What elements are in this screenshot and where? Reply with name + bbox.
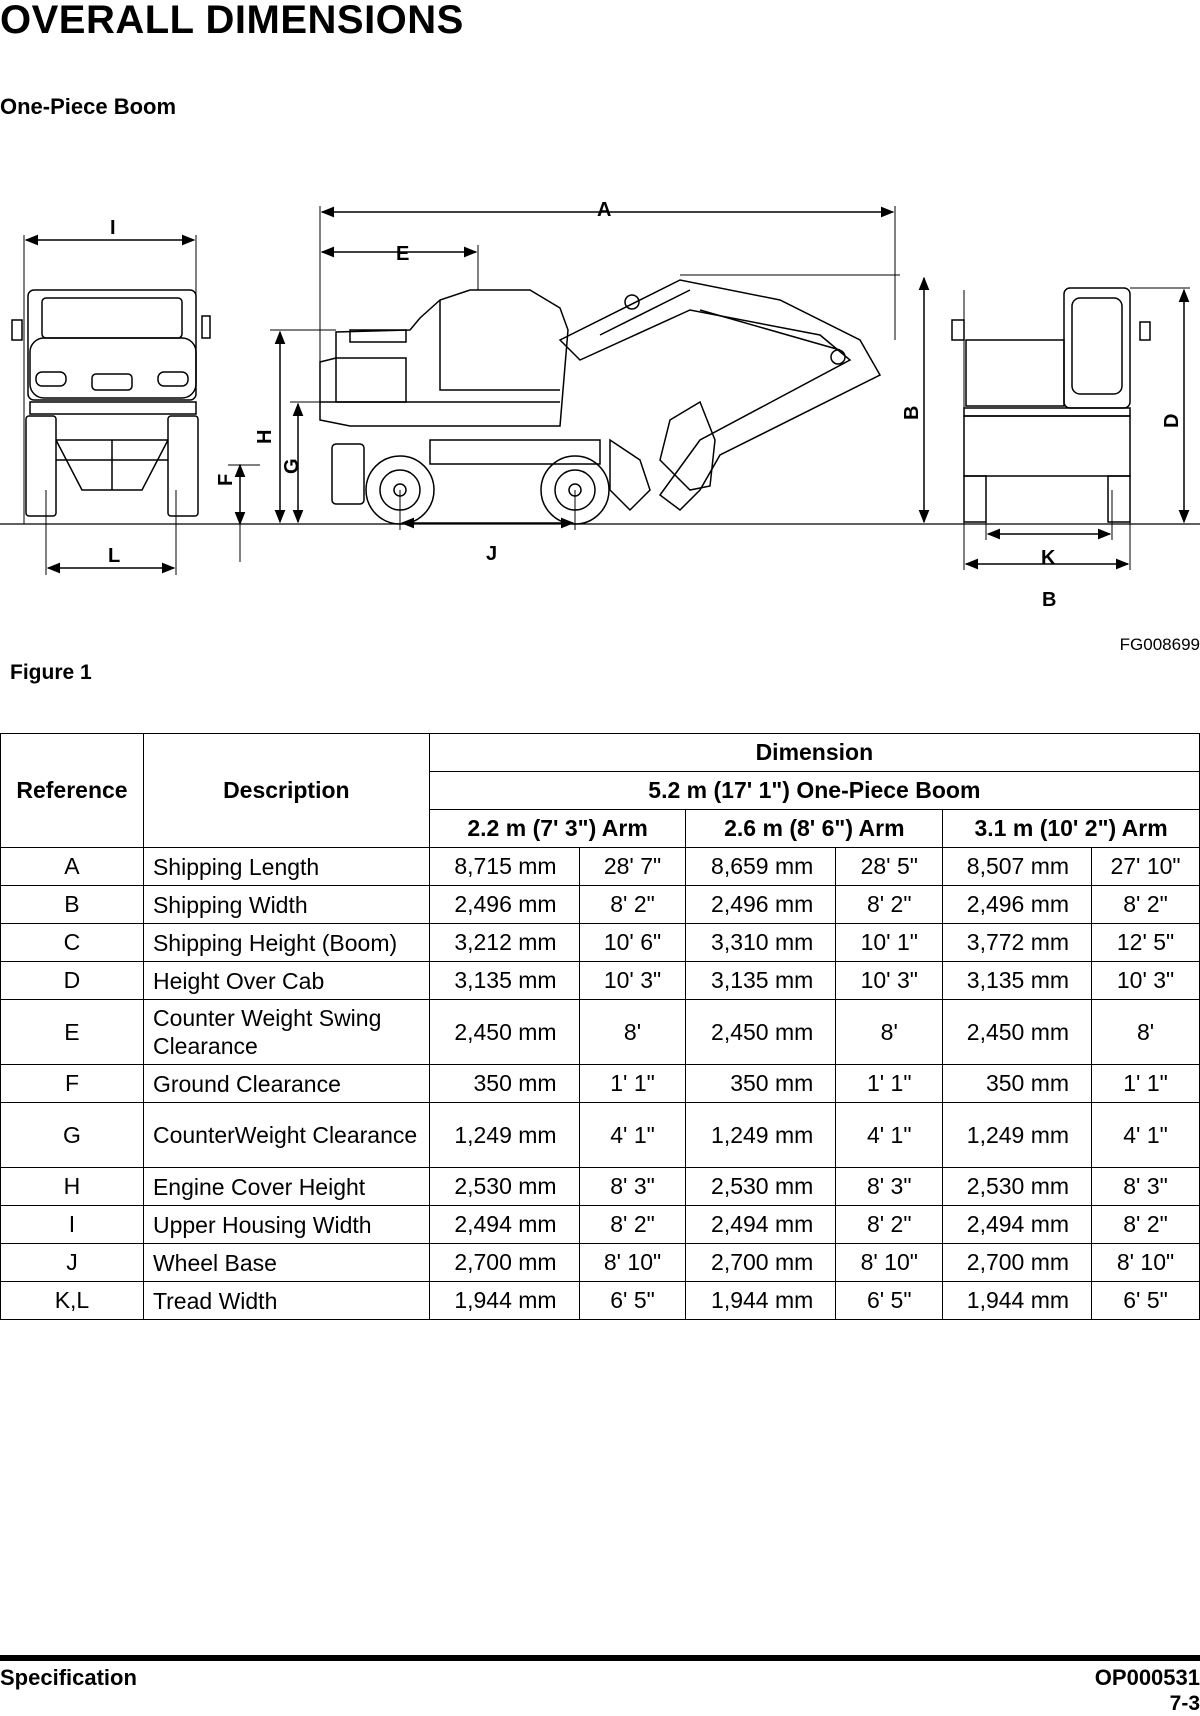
cell-metric: 3,212 mm [429,924,579,962]
cell-metric: 1,944 mm [943,1282,1092,1320]
cell-metric: 2,494 mm [429,1206,579,1244]
cell-imperial: 1' 1" [579,1065,686,1103]
cell-metric: 3,135 mm [429,962,579,1000]
cell-imperial: 6' 5" [579,1282,686,1320]
dim-label-g: G [281,458,303,474]
cell-reference: H [1,1168,144,1206]
cell-metric: 2,494 mm [686,1206,836,1244]
footer-page-number: 7-3 [1169,1692,1200,1715]
cell-metric: 2,450 mm [943,1000,1092,1065]
footer-rule [0,1655,1200,1661]
cell-imperial: 28' 5" [836,848,943,886]
table-row [1,962,1200,1000]
cell-metric: 1,944 mm [429,1282,579,1320]
cell-metric: 1,249 mm [943,1103,1092,1168]
cell-metric: 2,700 mm [943,1244,1092,1282]
footer-section: Specification [0,1665,137,1690]
cell-imperial: 8' 2" [579,1206,686,1244]
figure-code: FG008699 [1119,635,1200,654]
table-row [1,1000,1200,1065]
cell-metric: 2,494 mm [943,1206,1092,1244]
table-row [1,1244,1200,1282]
table-row [1,1168,1200,1206]
cell-description: Shipping Length [143,848,429,886]
cell-imperial: 10' 6" [579,924,686,962]
dim-label-j: J [486,543,498,565]
cell-imperial: 8' 2" [836,1206,943,1244]
table-row [1,924,1200,962]
cell-imperial: 4' 1" [836,1103,943,1168]
cell-metric: 3,135 mm [686,962,836,1000]
header-arm-3: 3.1 m (10' 2") Arm [943,810,1200,848]
cell-metric: 3,135 mm [943,962,1092,1000]
cell-imperial: 1' 1" [1092,1065,1200,1103]
dimension-figure [0,190,1200,630]
cell-imperial: 4' 1" [579,1103,686,1168]
cell-description: Height Over Cab [143,962,429,1000]
table-row [1,848,1200,886]
table-row [1,1065,1200,1103]
header-boom: 5.2 m (17' 1") One-Piece Boom [429,772,1199,810]
cell-imperial: 10' 3" [1092,962,1200,1000]
dim-label-h: H [254,429,276,444]
table-row [1,1206,1200,1244]
cell-imperial: 28' 7" [579,848,686,886]
cell-imperial: 8' 3" [579,1168,686,1206]
header-arm-2: 2.6 m (8' 6") Arm [686,810,943,848]
header-description: Description [143,734,429,848]
cell-imperial: 6' 5" [1092,1282,1200,1320]
cell-imperial: 27' 10" [1092,848,1200,886]
header-arm-1: 2.2 m (7' 3") Arm [429,810,686,848]
cell-metric: 1,249 mm [686,1103,836,1168]
cell-metric: 2,496 mm [429,886,579,924]
cell-imperial: 8' 10" [579,1244,686,1282]
cell-imperial: 8' [836,1000,943,1065]
cell-reference: G [1,1103,144,1168]
dim-label-b-rear: B [1042,589,1057,611]
dim-label-i: I [110,217,116,239]
cell-metric: 8,715 mm [429,848,579,886]
cell-description: Shipping Width [143,886,429,924]
cell-metric: 1,944 mm [686,1282,836,1320]
cell-imperial: 8' 2" [579,886,686,924]
cell-metric: 3,772 mm [943,924,1092,962]
side-view [270,206,924,530]
header-reference: Reference [1,734,144,848]
cell-metric: 2,450 mm [686,1000,836,1065]
cell-metric: 2,530 mm [686,1168,836,1206]
excavator-drawing [0,190,1200,630]
cell-reference: F [1,1065,144,1103]
rear-view [952,288,1190,570]
cell-imperial: 12' 5" [1092,924,1200,962]
footer-doc-code: OP000531 [1094,1665,1200,1690]
cell-reference: E [1,1000,144,1065]
cell-metric: 2,530 mm [943,1168,1092,1206]
cell-imperial: 8' [579,1000,686,1065]
cell-reference: A [1,848,144,886]
cell-imperial: 8' 10" [836,1244,943,1282]
header-dimension: Dimension [429,734,1199,772]
cell-description: Engine Cover Height [143,1168,429,1206]
cell-metric: 2,496 mm [686,886,836,924]
cell-imperial: 4' 1" [1092,1103,1200,1168]
cell-metric: 350 mm [943,1065,1092,1103]
cell-imperial: 10' 1" [836,924,943,962]
cell-description: Ground Clearance [143,1065,429,1103]
cell-metric: 350 mm [429,1065,579,1103]
table-row [1,1282,1200,1320]
cell-imperial: 8' 2" [1092,886,1200,924]
dim-label-l: L [108,545,121,567]
cell-metric: 1,249 mm [429,1103,579,1168]
cell-metric: 8,659 mm [686,848,836,886]
cell-description: Counter Weight Swing Clearance [143,1000,429,1065]
section-subtitle: One-Piece Boom [0,94,177,119]
cell-metric: 2,450 mm [429,1000,579,1065]
table-row [1,1103,1200,1168]
cell-metric: 2,496 mm [943,886,1092,924]
cell-imperial: 8' 3" [1092,1168,1200,1206]
dim-label-b-side: B [901,405,923,420]
cell-reference: J [1,1244,144,1282]
figure-label: Figure 1 [10,661,92,684]
cell-imperial: 8' 10" [1092,1244,1200,1282]
cell-imperial: 10' 3" [579,962,686,1000]
cell-metric: 2,530 mm [429,1168,579,1206]
cell-imperial: 8' 2" [836,886,943,924]
cell-description: Tread Width [143,1282,429,1320]
cell-imperial: 1' 1" [836,1065,943,1103]
page-title: OVERALL DIMENSIONS [0,0,464,42]
cell-description: Wheel Base [143,1244,429,1282]
cell-imperial: 8' 2" [1092,1206,1200,1244]
cell-metric: 3,310 mm [686,924,836,962]
dimensions-table [0,733,1200,1320]
cell-reference: K,L [1,1282,144,1320]
cell-description: Shipping Height (Boom) [143,924,429,962]
cell-metric: 2,700 mm [686,1244,836,1282]
cell-reference: I [1,1206,144,1244]
cell-imperial: 6' 5" [836,1282,943,1320]
cell-reference: C [1,924,144,962]
dim-label-e: E [396,243,410,265]
dim-label-k: K [1041,547,1056,569]
dim-label-a: A [597,199,612,221]
cell-metric: 350 mm [686,1065,836,1103]
cell-description: Upper Housing Width [143,1206,429,1244]
cell-imperial: 8' 3" [836,1168,943,1206]
cell-imperial: 10' 3" [836,962,943,1000]
cell-reference: D [1,962,144,1000]
cell-reference: B [1,886,144,924]
cell-description: CounterWeight Clearance [143,1103,429,1168]
cell-metric: 8,507 mm [943,848,1092,886]
dim-label-d: D [1161,413,1183,428]
dim-label-f: F [215,473,237,486]
cell-imperial: 8' [1092,1000,1200,1065]
cell-metric: 2,700 mm [429,1244,579,1282]
table-row [1,886,1200,924]
